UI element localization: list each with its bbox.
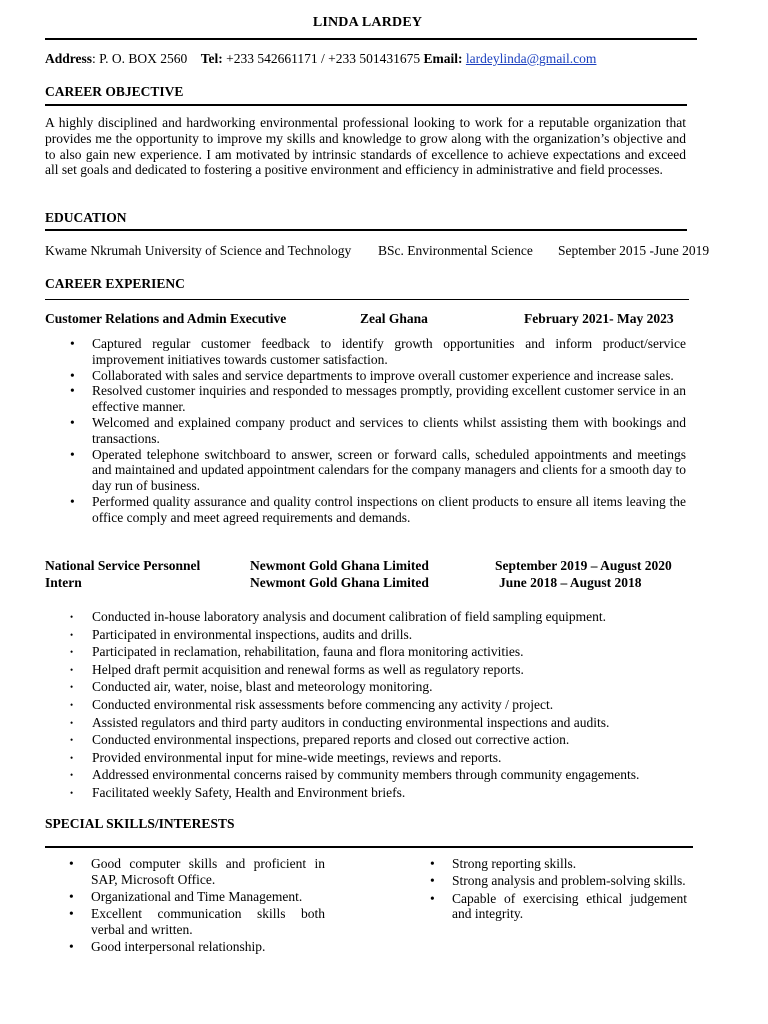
job-1-bullets: [68, 336, 686, 526]
bullet-icon: •: [70, 414, 75, 430]
bullet-icon: •: [70, 664, 74, 675]
list-item: • Conducted air, water, noise, blast and meteorology monitoring.: [66, 678, 706, 696]
skills-rule: [45, 846, 693, 848]
bullet-icon: •: [69, 906, 74, 922]
contact-line: [45, 51, 596, 67]
list-item: • Operated telephone switchboard to answer, screen or forward calls, scheduled appointments and meetings and maintained and updated appointment calendars for the company managers and clients for a smooth day to day run of business.: [70, 446, 686, 494]
list-item: • Provided environmental input for mine-wide meetings, reviews and reports.: [66, 749, 706, 767]
objective-rule: [45, 104, 687, 106]
bullet-icon: •: [70, 612, 74, 622]
bullet-icon: •: [70, 629, 74, 640]
bullet-icon: •: [70, 787, 74, 798]
objective-heading: CAREER OBJECTIVE: [45, 84, 184, 99]
list-item: • Addressed environmental concerns raised by community members through community engagements.: [66, 766, 706, 784]
list-item: • Conducted environmental inspections, prepared reports and closed out corrective action.: [66, 731, 706, 749]
list-item: • Strong reporting skills.: [430, 856, 577, 871]
skills-right-list: [428, 856, 687, 922]
job-1-dates: February 2021- May 2023: [524, 311, 674, 326]
list-item: • Captured regular customer feedback to identify growth opportunities and inform product/service improvement initiatives towards customer satisfaction.: [70, 336, 686, 367]
bullet-icon: •: [69, 889, 74, 905]
job-1-title: Customer Relations and Admin Executive: [45, 311, 287, 326]
bullet-icon: •: [70, 682, 74, 693]
education-school: Kwame Nkrumah University of Science and Technology: [45, 243, 352, 258]
bullet-icon: •: [70, 446, 75, 462]
job-3-title: Intern: [45, 575, 82, 590]
list-item: • Collaborated with sales and service departments to improve overall customer experience and increase sales.: [70, 367, 674, 383]
candidate-name: LINDA LARDEY: [312, 15, 423, 30]
objective-text: A highly disciplined and hardworking environmental professional looking to work for a reputable organization that provides me the opportunity to improve my skills and knowledge to grow along with the organization’s objective and to also gain new experience. I am motivated by intrinsic standards of excellence to achieve expectations and exceed all set goals and dedicated to fostering a positive environment and efficiency in administrative and field processes.: [45, 115, 686, 178]
bullet-icon: •: [69, 856, 74, 871]
list-item: • Assisted regulators and third party auditors in conducting environmental inspections and audits.: [66, 714, 706, 732]
list-item: • Helped draft permit acquisition and renewal forms as well as regulatory reports.: [66, 661, 706, 679]
job-2-company: Newmont Gold Ghana Limited: [250, 558, 429, 573]
list-item: • Performed quality assurance and quality control inspections on client products to ensure all items leaving the office comply and meet agreed requirements and demands.: [70, 493, 686, 525]
bullet-icon: •: [70, 336, 75, 351]
job-1-company: Zeal Ghana: [360, 311, 428, 326]
list-item: • Welcomed and explained company product and services to clients whilst assisting them with bookings and transactions.: [70, 414, 686, 446]
list-item: • Conducted environmental risk assessments before commencing any activity / project.: [66, 696, 706, 714]
address-label: Address: [45, 51, 93, 66]
header-rule: [45, 38, 697, 40]
list-item: • Participated in reclamation, rehabilitation, fauna and flora monitoring activities.: [66, 643, 706, 661]
education-heading: EDUCATION: [45, 210, 127, 225]
newmont-bullets: [66, 608, 706, 802]
bullet-icon: •: [70, 752, 74, 763]
bullet-icon: •: [70, 735, 74, 746]
bullet-icon: •: [70, 383, 75, 399]
bullet-icon: •: [70, 367, 75, 383]
job-2-title: National Service Personnel: [45, 558, 201, 573]
job-3-company: Newmont Gold Ghana Limited: [250, 575, 429, 590]
bullet-icon: •: [70, 699, 74, 710]
list-item: • Participated in environmental inspections, audits and drills.: [66, 626, 706, 644]
list-item: • Capable of exercising ethical judgement and integrity.: [430, 890, 687, 922]
email-link[interactable]: lardeylinda@gmail.com: [465, 51, 597, 66]
education-rule: [45, 229, 687, 231]
bullet-icon: •: [69, 939, 74, 955]
job-2-dates: September 2019 – August 2020: [495, 558, 672, 573]
job-1-header: [45, 311, 705, 327]
bullet-icon: •: [430, 873, 435, 889]
tel-value: +233 542661171 / +233 501431675: [226, 51, 421, 66]
list-item: • Organizational and Time Management.: [69, 889, 303, 905]
list-item: • Good computer skills and proficient in SAP, Microsoft Office.: [69, 856, 325, 887]
bullet-icon: •: [70, 493, 75, 509]
bullet-icon: •: [70, 647, 74, 658]
bullet-icon: •: [430, 856, 435, 871]
list-item: • Excellent communication skills both verbal and written.: [69, 906, 325, 938]
bullet-icon: •: [70, 717, 74, 728]
job-3-header: [45, 575, 705, 591]
bullet-icon: •: [70, 770, 74, 781]
experience-rule: [45, 299, 689, 300]
list-item: • Facilitated weekly Safety, Health and Environment briefs.: [66, 784, 706, 802]
list-item: • Resolved customer inquiries and responded to messages promptly, providing excellent customer service in an effective manner.: [70, 383, 686, 415]
job-2-header: [45, 558, 705, 574]
bullet-icon: •: [430, 890, 435, 906]
education-degree: BSc. Environmental Science: [378, 243, 533, 258]
education-dates: September 2015 -June 2019: [558, 243, 710, 258]
list-item: • Conducted in-house laboratory analysis and document calibration of field sampling equipment.: [66, 608, 706, 626]
job-3-dates: June 2018 – August 2018: [499, 575, 642, 590]
tel-label: Tel:: [200, 51, 223, 66]
skills-heading: SPECIAL SKILLS/INTERESTS: [45, 816, 235, 831]
experience-heading: CAREER EXPERIENC: [45, 276, 185, 291]
list-item: • Strong analysis and problem-solving skills.: [430, 873, 686, 889]
skills-left-list: [67, 856, 325, 955]
email-label: Email:: [423, 51, 463, 66]
address-value: : P. O. BOX 2560: [92, 51, 188, 66]
list-item: • Good interpersonal relationship.: [69, 939, 266, 955]
